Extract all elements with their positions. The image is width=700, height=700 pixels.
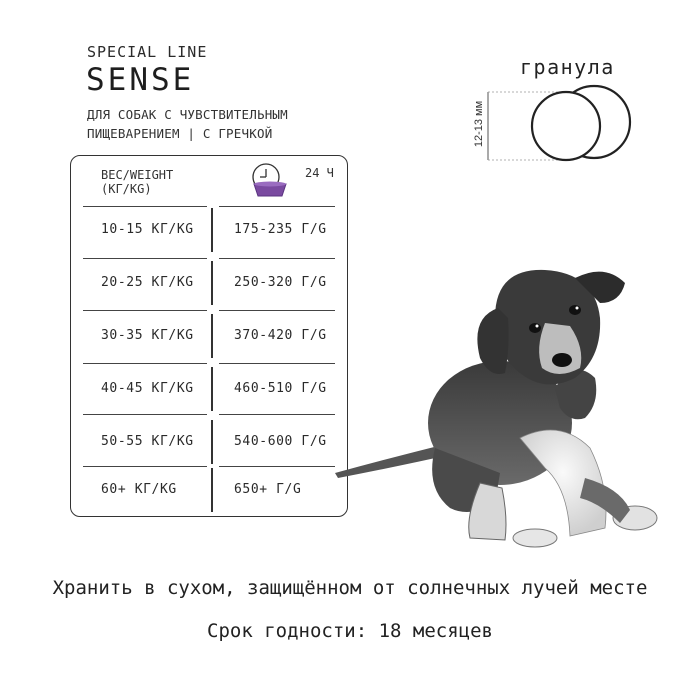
clock-bowl-icon [246,160,298,200]
daily-amount-header: 24 Ч [305,166,334,180]
amount-cell: 650+ Г/G [234,482,302,497]
feeding-table [70,155,348,517]
column-divider [211,208,213,252]
amount-cell: 540-600 Г/G [234,434,327,449]
weight-cell: 20-25 КГ/KG [101,275,194,290]
table-row [71,416,347,469]
shelf-life: Срок годности: 18 месяцев [207,620,493,642]
puppy-illustration [330,248,670,558]
product-line-label: SPECIAL LINE [87,43,208,61]
column-divider [211,468,213,512]
weight-cell: 40-45 КГ/KG [101,381,194,396]
amount-cell: 460-510 Г/G [234,381,327,396]
granule-label: гранула [520,55,615,79]
product-description-line2: ПИЩЕВАРЕНИЕМ | С ГРЕЧКОЙ [87,126,273,141]
weight-cell: 60+ КГ/KG [101,482,177,497]
granule-size-label: 12-13 мм [473,100,485,148]
weight-column-header: ВЕС/WEIGHT (КГ/KG) [101,168,174,196]
brand-title: SENSE [86,62,195,98]
storage-instructions: Хранить в сухом, защищённом от солнечных лучей месте [52,577,648,599]
table-row [71,363,347,416]
table-row [71,310,347,363]
amount-cell: 370-420 Г/G [234,328,327,343]
weight-cell: 30-35 КГ/KG [101,328,194,343]
column-divider [211,367,213,411]
column-divider [211,420,213,464]
amount-cell: 250-320 Г/G [234,275,327,290]
table-row [71,257,347,310]
table-row [71,464,347,517]
weight-cell: 50-55 КГ/KG [101,434,194,449]
column-divider [211,261,213,305]
table-divider [83,414,335,415]
weight-cell: 10-15 КГ/KG [101,222,194,237]
product-description-line1: ДЛЯ СОБАК С ЧУВСТВИТЕЛЬНЫМ [87,107,288,122]
amount-cell: 175-235 Г/G [234,222,327,237]
table-row [71,204,347,257]
column-divider [211,314,213,358]
granule-icon [482,80,642,172]
